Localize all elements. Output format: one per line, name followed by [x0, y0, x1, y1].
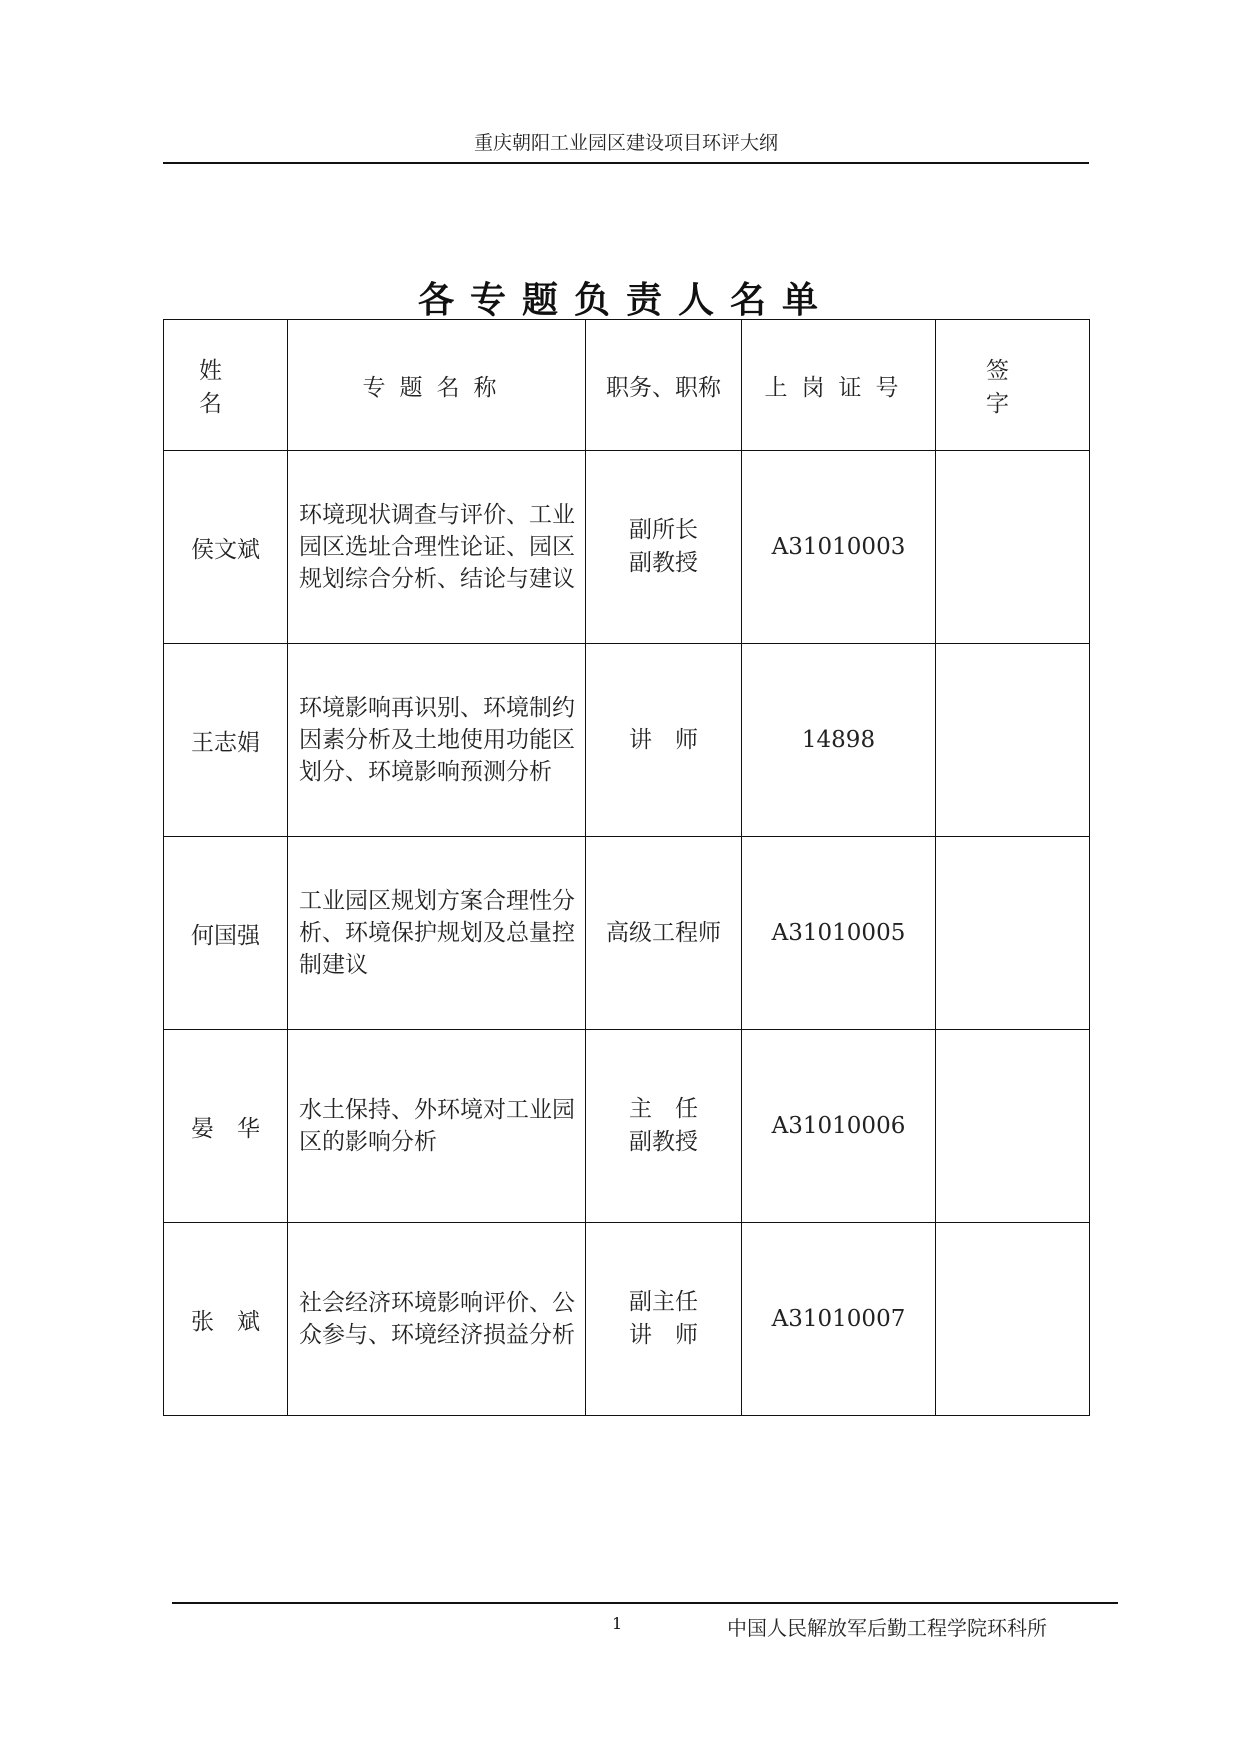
cell-signature: [936, 837, 1090, 1030]
cell-name: 侯文斌: [164, 451, 288, 644]
post-line: 副所长: [629, 517, 698, 543]
running-header: 重庆朝阳工业园区建设项目环评大纲: [473, 132, 778, 154]
post-line: 副主任: [629, 1289, 698, 1315]
cell-topic: 水土保持、外环境对工业园区的影响分析: [288, 1030, 586, 1223]
column-header-post: 职务、职称: [586, 320, 742, 451]
table-row: [164, 451, 1090, 644]
cell-topic: 环境现状调查与评价、工业园区选址合理性论证、园区规划综合分析、结论与建议: [288, 451, 586, 644]
post-line: 副教授: [629, 550, 698, 576]
cell-name: 王志娟: [164, 644, 288, 837]
post-line: 高级工程师: [606, 919, 721, 946]
cell-post: [586, 1030, 742, 1223]
cell-signature: [936, 451, 1090, 644]
page-title: 各专题负责人名单: [417, 280, 834, 321]
responsible-persons-table: [163, 319, 1090, 1416]
column-header-name: 姓 名: [164, 320, 288, 451]
table-row: [164, 1030, 1090, 1223]
cell-name: 晏 华: [164, 1030, 288, 1223]
column-header-signature: 签 字: [936, 320, 1090, 451]
cell-post: [586, 1223, 742, 1416]
post-line: 讲 师: [629, 1322, 698, 1348]
cell-topic: 工业园区规划方案合理性分析、环境保护规划及总量控制建议: [288, 837, 586, 1030]
header-rule: [163, 162, 1089, 164]
cell-topic: 社会经济环境影响评价、公众参与、环境经济损益分析: [288, 1223, 586, 1416]
post-line: 主 任: [629, 1096, 698, 1122]
cell-topic: 环境影响再识别、环境制约因素分析及土地使用功能区划分、环境影响预测分析: [288, 644, 586, 837]
cell-cert-no: A31010003: [742, 451, 936, 644]
cell-cert-no: A31010007: [742, 1223, 936, 1416]
cell-name: 张 斌: [164, 1223, 288, 1416]
table-header-row: [164, 320, 1090, 451]
page-number: 1: [612, 1614, 623, 1633]
post-line: 副教授: [629, 1129, 698, 1155]
table-row: [164, 644, 1090, 837]
cell-name: 何国强: [164, 837, 288, 1030]
cell-cert-no: A31010006: [742, 1030, 936, 1223]
cell-signature: [936, 1030, 1090, 1223]
cell-post: [586, 451, 742, 644]
cell-post: [586, 837, 742, 1030]
table-row: [164, 837, 1090, 1030]
post-line: 讲 师: [629, 726, 698, 753]
column-header-cert: 上岗证号: [742, 320, 936, 451]
cell-signature: [936, 644, 1090, 837]
footer-organization: 中国人民解放军后勤工程学院环科所: [727, 1616, 1047, 1640]
cell-cert-no: A31010005: [742, 837, 936, 1030]
cell-cert-no: 14898: [742, 644, 936, 837]
column-header-topic: 专题名称: [288, 320, 586, 451]
cell-post: [586, 644, 742, 837]
cell-signature: [936, 1223, 1090, 1416]
table-row: [164, 1223, 1090, 1416]
footer-rule: [172, 1602, 1118, 1604]
